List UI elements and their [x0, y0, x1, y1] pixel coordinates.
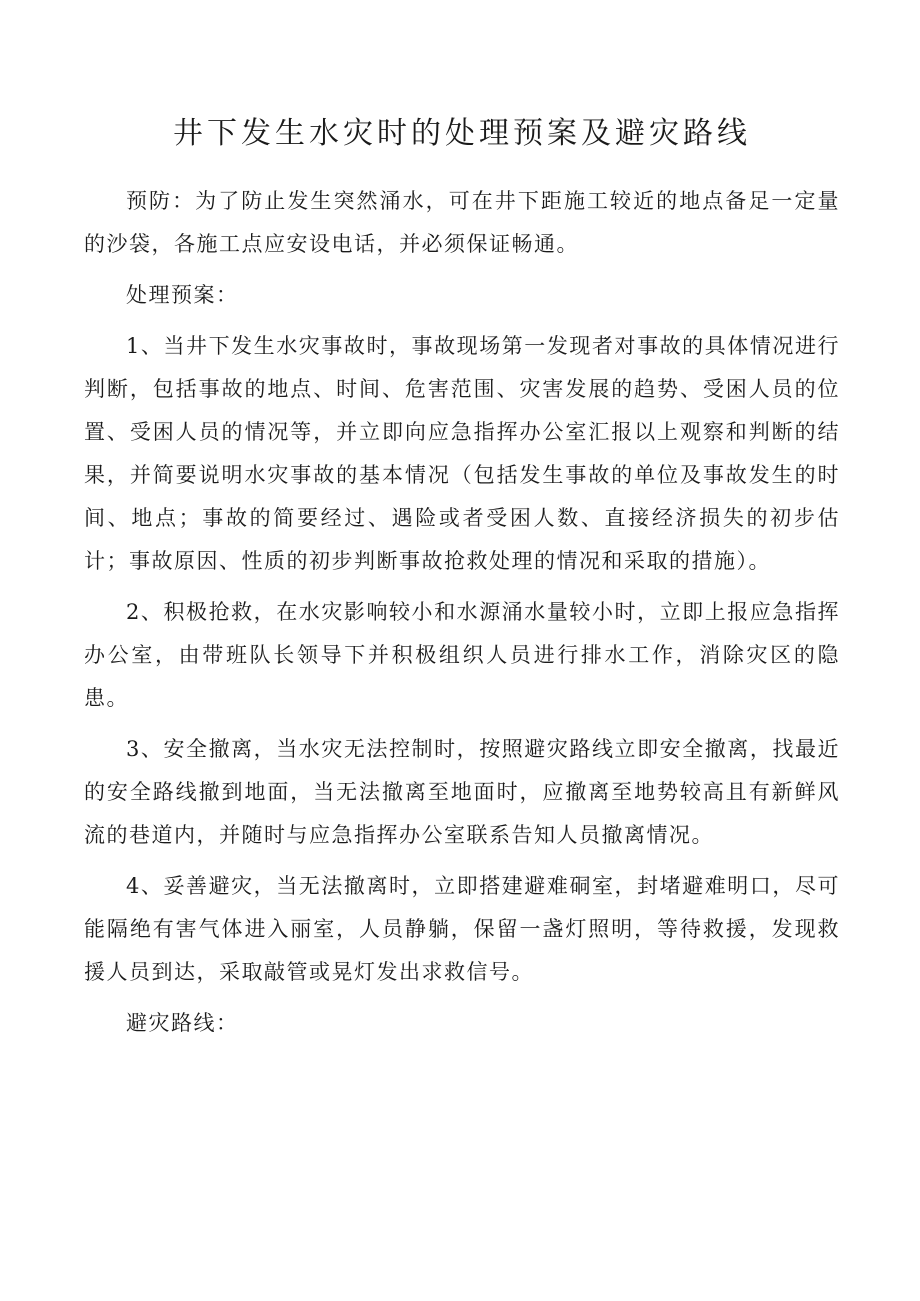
plan-step-2: 2、积极抢救，在水灾影响较小和水源涌水量较小时，立即上报应急指挥办公室，由带班队长领导下并积极组织人员进行排水工作，消除灾区的隐患。 [84, 600, 840, 710]
document-page [84, 110, 840, 1045]
plan-step-1: 1、当井下发生水灾事故时，事故现场第一发现者对事故的具体情况进行判断，包括事故的地点、时间、危害范围、灾害发展的趋势、受困人员的位置、受困人员的情况等，并立即向应急指挥办公室汇报以上观察和判断的结果，并简要说明水灾事故的基本情况（包括发生事故的单位及事故发生的时间、地点；事故的简要经过、遇险或者受困人数、直接经济损失的初步估计；事故原因、性质的初步判断事故抢救处理的情况和采取的措施）。 [84, 334, 840, 573]
plan-step-4: 4、妥善避灾，当无法撤离时，立即搭建避难硐室，封堵避难明口，尽可能隔绝有害气体进入丽室，人员静躺，保留一盏灯照明，等待救援，发现救援人员到达，采取敲管或晃灯发出求救信号。 [84, 874, 840, 984]
prevention-paragraph: 预防：为了防止发生突然涌水，可在井下距施工较近的地点备足一定量的沙袋，各施工点应安设电话，并必须保证畅通。 [84, 189, 840, 256]
route-heading: 避灾路线： [126, 1011, 239, 1035]
document-title: 井下发生水灾时的处理预案及避灾路线 [173, 116, 751, 151]
plan-step-3: 3、安全撤离，当水灾无法控制时，按照避灾路线立即安全撤离，找最近的安全路线撤到地面，当无法撤离至地面时，应撤离至地势较高且有新鲜风流的巷道内，并随时与应急指挥办公室联系告知人员撤离情况。 [84, 737, 840, 847]
plan-heading: 处理预案： [126, 283, 239, 307]
